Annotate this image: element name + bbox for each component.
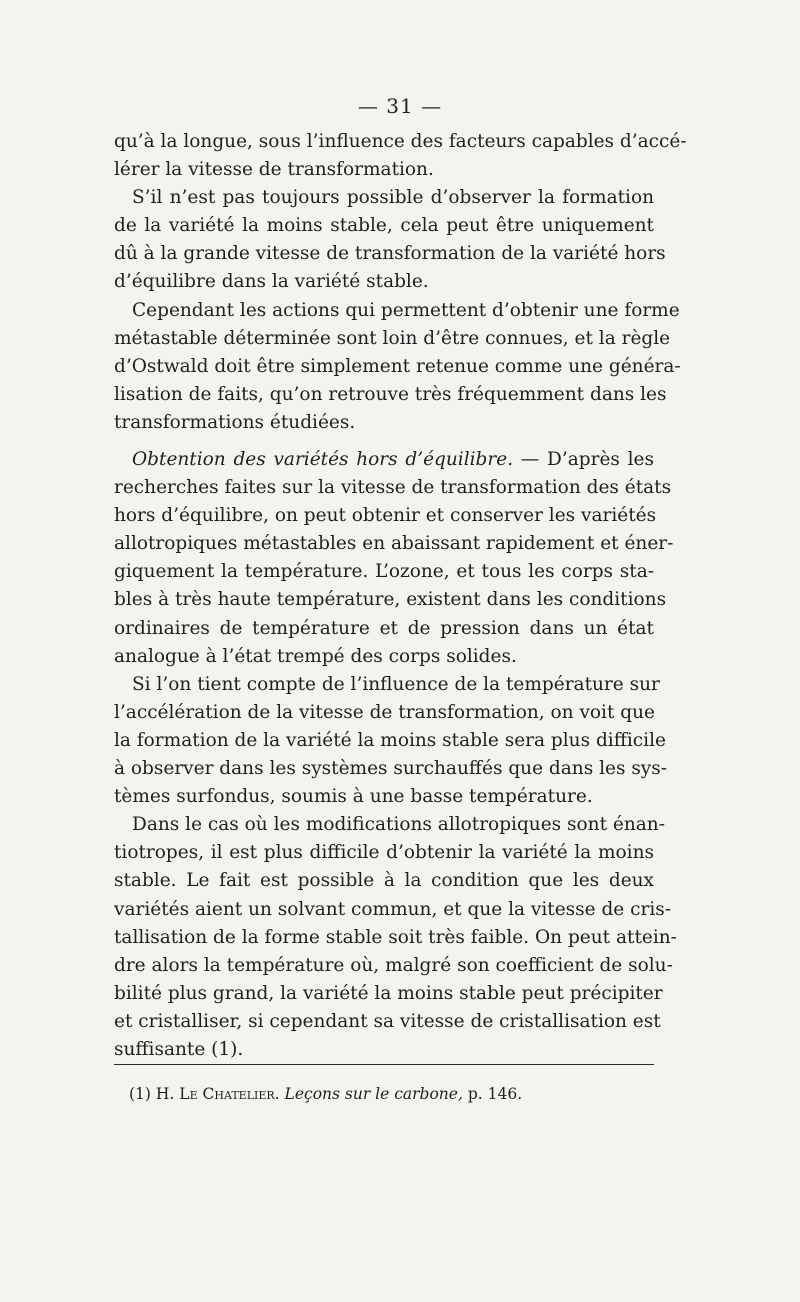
paragraph-line: dû à la grande vitesse de transformation de la variété hors [114,243,666,265]
paragraph-line: variétés aient un solvant commun, et que la vitesse de cris- [114,898,671,920]
paragraph-line: métastable déterminée sont loin d’être connues, et la règle [114,327,671,349]
paragraph-line: recherches faites sur la vitesse de transformation des états [114,477,672,499]
footnote-title: Leçons sur le carbone, [284,1085,463,1103]
paragraph-line: Cependant les actions qui permettent d’obtenir une forme [132,299,680,321]
paragraph-line: la formation de la variété la moins stable sera plus difficile [114,729,666,751]
footnote-marker: (1) [129,1085,151,1103]
paragraph-line: bilité plus grand, la variété la moins stable peut précipiter [114,982,663,1004]
footnote-author-initial: H. [155,1085,175,1103]
paragraph-line: et cristalliser, si cependant sa vitesse de cristallisation est [114,1010,661,1032]
paragraph-line: transformations étudiées. [114,411,356,433]
section-heading-line [114,446,654,474]
paragraph-line: analogue à l’état trempé des corps solides. [114,645,517,667]
paragraph-line: tiotropes, il est plus difficile d’obtenir la variété la moins [114,842,654,864]
paragraph-line: stable. Le fait est possible à la condition que les deux [114,870,654,892]
paragraph-line: bles à très haute température, existent dans les conditions [114,589,667,611]
paragraph-line: d’équilibre dans la variété stable. [114,271,429,293]
paragraph-line: de la variété la moins stable, cela peut être uniquement [114,215,654,237]
paragraph-line: ordinaires de température et de pression dans un état [114,617,654,639]
paragraph-line: suffisante (1). [114,1038,244,1060]
paragraph-line: Si l’on tient compte de l’influence de la température sur [132,673,660,695]
paragraph-line: l’accélération de la vitesse de transformation, on voit que [114,701,655,723]
paragraph-line: giquement la température. L’ozone, et tous les corps sta- [114,561,654,583]
paragraph-line: à observer dans les systèmes surchauffés que dans les sys- [114,758,668,780]
section-heading: Obtention des variétés hors d’équilibre. [132,449,514,470]
paragraph-line: hors d’équilibre, on peut obtenir et conserver les variétés [114,505,657,527]
paragraph-line: tallisation de la forme stable soit très faible. On peut attein- [114,926,677,948]
paragraph-line: allotropiques métastables en abaissant rapidement et éner- [114,533,674,555]
paragraph-line: dre alors la température où, malgré son coefficient de solu- [114,954,673,976]
paragraph-line: lérer la vitesse de transformation. [114,159,434,181]
section-heading-continuation: — D’après les [513,449,655,470]
footnote [129,1083,522,1105]
footnote-page: p. 146. [467,1085,523,1103]
paragraph-line: tèmes surfondus, soumis à une basse température. [114,786,593,808]
paragraph-line: d’Ostwald doit être simplement retenue comme une généra- [114,355,681,377]
text-block-main [114,446,677,1064]
text-block-top [114,128,687,437]
paragraph-line: qu’à la longue, sous l’influence des facteurs capables d’accé- [114,131,687,152]
paragraph-line: lisation de faits, qu’on retrouve très fréquemment dans les [114,383,667,405]
paragraph-line: S’il n’est pas toujours possible d’observer la formation [132,187,654,209]
footnote-separator [114,1064,654,1065]
footnote-author-name: Le Chatelier. [179,1085,280,1103]
page-number: — 31 — [357,94,443,118]
paragraph-line: Dans le cas où les modifications allotropiques sont énan- [132,814,665,836]
